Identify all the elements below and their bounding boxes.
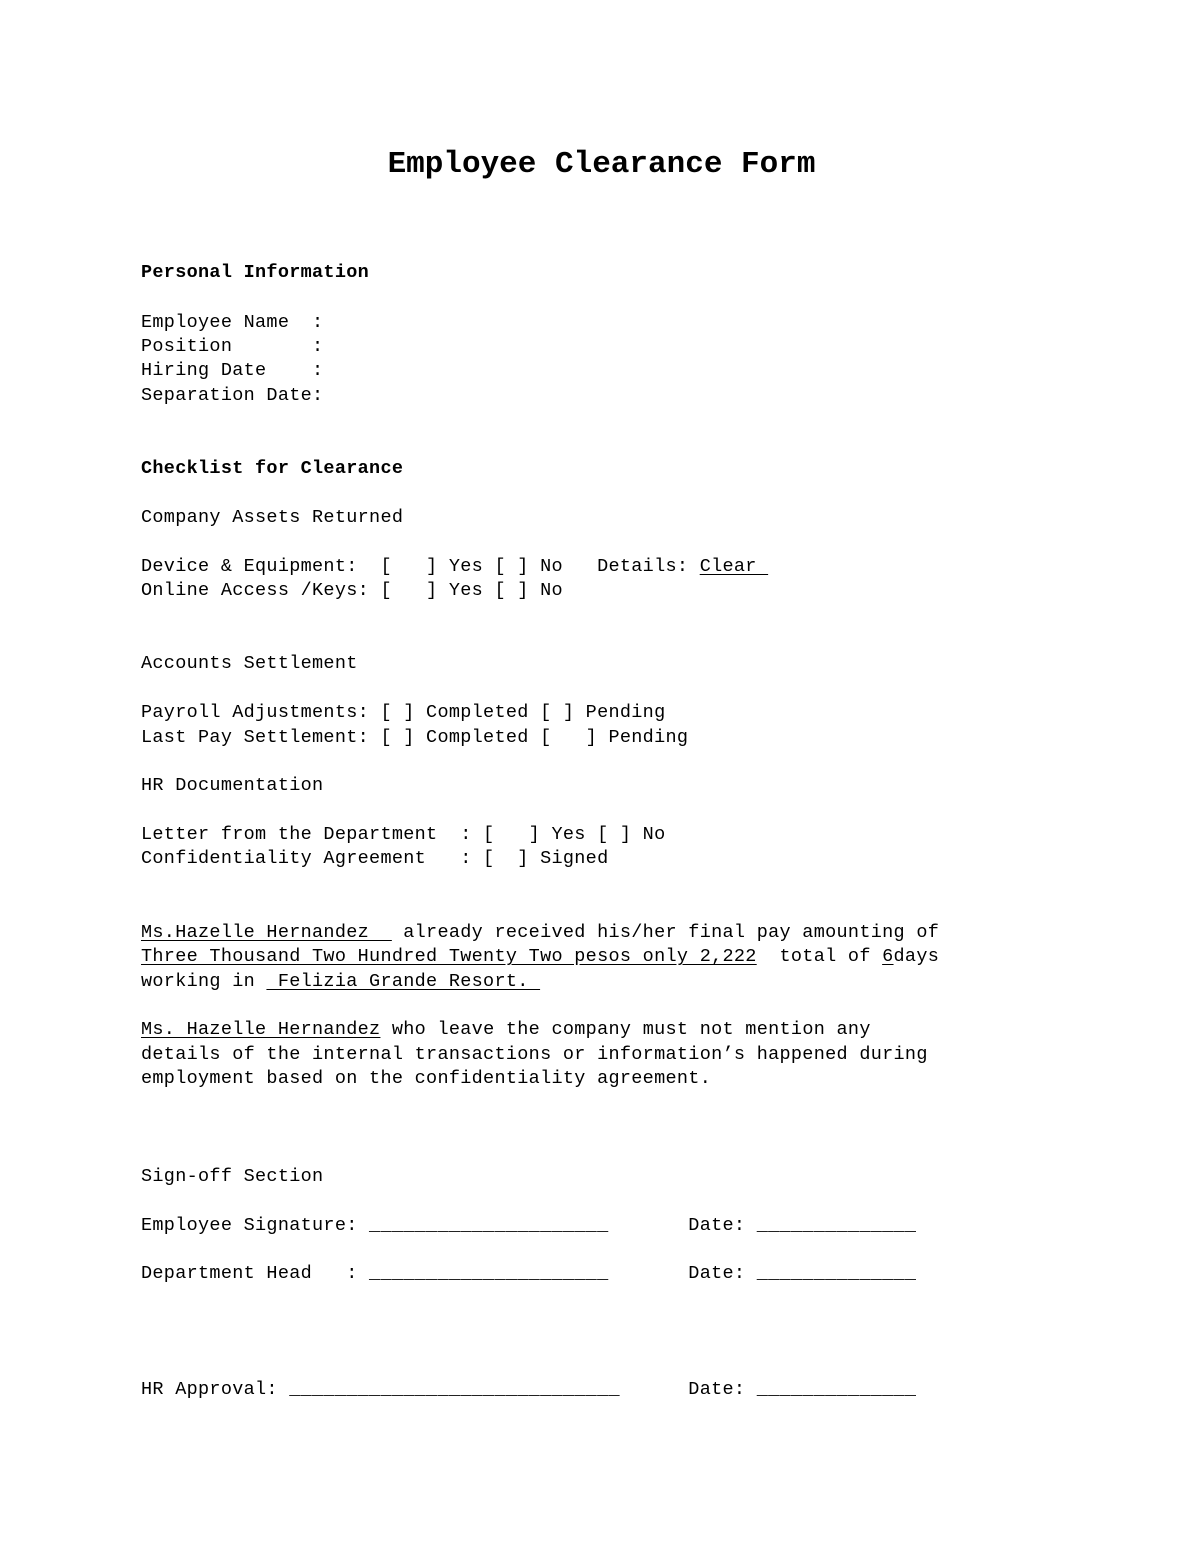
employee-name-value: Ms.Hazelle Hernandez bbox=[141, 922, 392, 943]
device-equipment-row bbox=[141, 556, 768, 578]
position-label: Position : bbox=[141, 336, 324, 357]
confidentiality-text: who leave the company must not mention any bbox=[380, 1019, 871, 1040]
separation-date-label: Separation Date: bbox=[141, 385, 324, 406]
days-value: 6 bbox=[882, 946, 894, 967]
company-name-value: Felizia Grande Resort. bbox=[266, 971, 541, 992]
confidentiality-agreement-row: Confidentiality Agreement : [ ] Signed bbox=[141, 848, 609, 869]
final-pay-amount: Three Thousand Two Hundred Twenty Two pesos only 2,222 bbox=[141, 946, 757, 967]
employee-name-label: Employee Name : bbox=[141, 312, 324, 333]
final-pay-line-2 bbox=[141, 946, 939, 968]
payroll-adjustments-row: Payroll Adjustments: [ ] Completed [ ] Pending bbox=[141, 702, 666, 723]
signoff-heading: Sign-off Section bbox=[141, 1166, 324, 1187]
employee-signature-row: Employee Signature: _____________________ Date: ______________ bbox=[141, 1215, 917, 1236]
hiring-date-label: Hiring Date : bbox=[141, 360, 324, 381]
letter-department-row: Letter from the Department : [ ] Yes [ ] No bbox=[141, 824, 666, 845]
online-access-row: Online Access /Keys: [ ] Yes [ ] No bbox=[141, 580, 563, 601]
personal-information-heading: Personal Information bbox=[141, 262, 370, 283]
final-pay-line-3 bbox=[141, 971, 540, 993]
hr-approval-row: HR Approval: _____________________________ Date: ______________ bbox=[141, 1379, 917, 1400]
page-title: Employee Clearance Form bbox=[387, 147, 816, 182]
last-pay-settlement-row: Last Pay Settlement: [ ] Completed [ ] Pending bbox=[141, 727, 689, 748]
company-assets-heading: Company Assets Returned bbox=[141, 507, 404, 528]
confidentiality-line-2: details of the internal transactions or information’s happened during bbox=[141, 1044, 928, 1065]
device-details-value: Clear bbox=[699, 556, 769, 577]
days-text: days bbox=[893, 946, 940, 967]
confidentiality-employee-name: Ms. Hazelle Hernandez bbox=[141, 1019, 381, 1040]
working-in-text: working in bbox=[141, 971, 267, 992]
confidentiality-line-1 bbox=[141, 1019, 871, 1041]
final-pay-line-1 bbox=[141, 922, 939, 944]
checklist-heading: Checklist for Clearance bbox=[141, 458, 404, 479]
final-pay-text: already received his/her final pay amounting of bbox=[391, 922, 940, 943]
confidentiality-line-3: employment based on the confidentiality agreement. bbox=[141, 1068, 712, 1089]
device-equipment-text: Device & Equipment: [ ] Yes [ ] No Details: bbox=[141, 556, 700, 577]
accounts-settlement-heading: Accounts Settlement bbox=[141, 653, 358, 674]
hr-documentation-heading: HR Documentation bbox=[141, 775, 324, 796]
total-of-text: total of bbox=[756, 946, 883, 967]
department-head-row: Department Head : _____________________ Date: ______________ bbox=[141, 1263, 917, 1284]
